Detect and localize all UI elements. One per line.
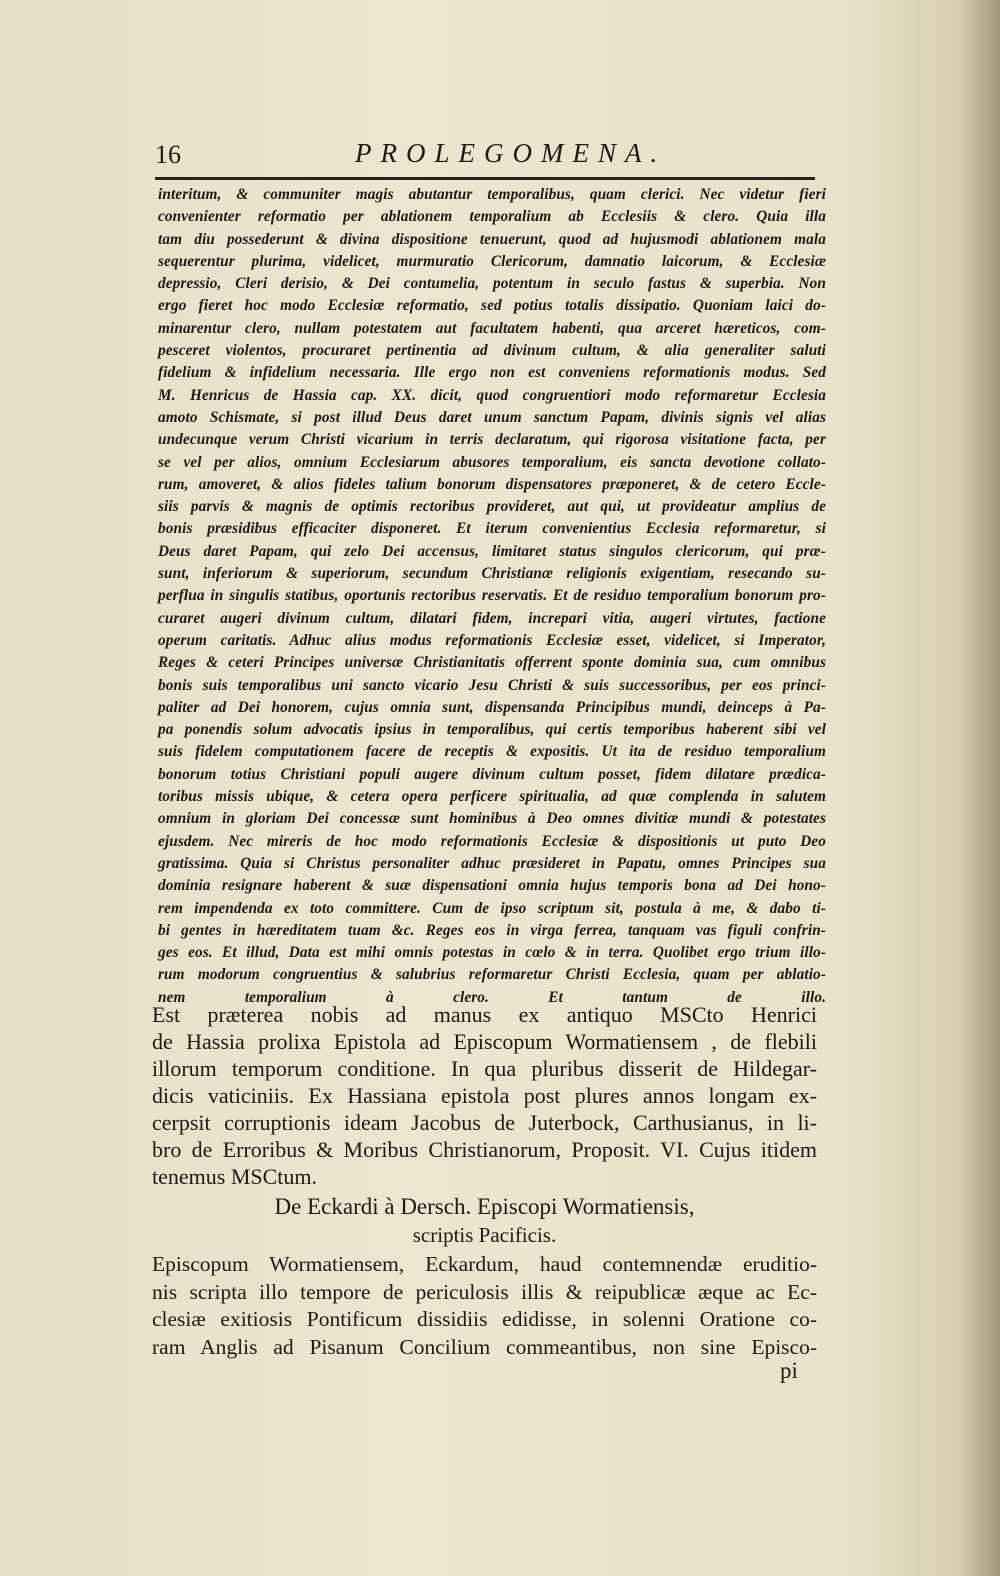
page-number: 16 (155, 140, 181, 169)
running-title: PROLEGOMENA. (355, 138, 667, 168)
text-line: bro de Erroribus & Moribus Christianorum, Proposit. VI. Cujus itidem (152, 1137, 817, 1162)
text-line: ergo fieret hoc modo Ecclesiæ reformatio, sed potius totalis dissipatio. Quoniam laici do- (158, 297, 826, 315)
text-line: bi gentes in hæreditatem tuam &c. Reges eos in virga ferrea, tanquam vas figuli confrin- (158, 921, 826, 939)
text-line: nem temporalium à clero. Et tantum de illo. (158, 988, 826, 1006)
text-line: Episcopum Wormatiensem, Eckardum, haud contemnendæ eruditio- (152, 1252, 817, 1276)
section-heading-line-2: scriptis Pacificis. (412, 1223, 557, 1247)
text-line: M. Henricus de Hassia cap. XX. dicit, quod congruentiori modo reformaretur Ecclesia (158, 386, 826, 404)
text-line: convenienter reformatio per ablationem temporalium ab Ecclesiis & clero. Quia illa (158, 208, 826, 226)
text-line: pa ponendis solum advocatis ipsius in temporalibus, qui certis temporibus haberent sibi vel (158, 721, 826, 739)
section-heading-line-1: De Eckardi à Dersch. Episcopi Wormatiensis, (274, 1194, 695, 1219)
text-line: ram Anglis ad Pisanum Concilium commeantibus, non sine Episco- (152, 1334, 817, 1359)
text-line: omnium in gloriam Dei concessæ sunt hominibus à Deo omnes divitiæ mundi & potestates (158, 810, 826, 828)
text-line: minarentur clero, nullam potestatem aut facultatem habenti, qua arceret hæreticos, com- (158, 319, 826, 337)
text-line: fidelium & infidelium necessaria. Ille ergo non est conveniens reformationis modus. Sed (158, 364, 826, 382)
text-line: operum caritatis. Adhuc alius modus reformationis Ecclesiæ esset, videlicet, si Imperator, (158, 631, 826, 649)
text-line: toribus missis ubique, & cetera opera perficere spiritualia, ad quæ complenda in salutem (158, 788, 826, 806)
catchword: pi (780, 1358, 798, 1383)
text-line: illorum temporum conditione. In qua pluribus disserit de Hildegar- (152, 1056, 817, 1081)
text-line: Est præterea nobis ad manus ex antiquo MSCto Henrici (152, 1002, 817, 1027)
text-line: siis parvis & magnis de optimis rectoribus provideret, aut qui, ut provideatur amplius de (158, 498, 826, 516)
text-line: suis fidelem computationem facere de receptis & expositis. Ut ita de residuo temporalium (158, 743, 826, 761)
text-line: sequerentur plurima, videlicet, murmuratio Clericorum, damnatio laicorum, & Ecclesiæ (158, 252, 826, 270)
text-line: curaret augeri divinum cultum, dilatari fidem, increpari vitia, augeri virtutes, factione (158, 609, 826, 627)
roman-paragraph (152, 1001, 817, 1190)
text-line: rum modorum congruentius & salubrius reformaretur Christi Ecclesia, quam per ablatio- (158, 966, 826, 984)
text-line: de Hassia prolixa Epistola ad Episcopum Wormatiensem , de flebili (152, 1029, 817, 1054)
text-line: Reges & ceteri Principes universæ Christianitatis offerrent sponte dominia sua, cum omnibus (158, 654, 826, 672)
text-line: rum, amoveret, & alios fideles talium bonorum dispensatores præponeret, & de cetero Eccle- (158, 475, 826, 493)
header-rule (155, 177, 815, 180)
page-header (155, 136, 815, 176)
text-line: bonis suis temporalibus uni sancto vicario Jesu Christi & suis successoribus, per eos princi- (158, 676, 826, 694)
text-line: bonis præsidibus efficaciter disponeret. Et iterum convenientius Ecclesia reformaretur, si (158, 520, 826, 538)
page-edge-shadow (960, 0, 1000, 1576)
text-line: ejusdem. Nec mireris de hoc modo reformationis Ecclesiæ & dispositionis ut puto Deo (158, 832, 826, 850)
text-line: clesiæ exitiosis Pontificum dissidiis edidisse, in solenni Oratione co- (152, 1307, 817, 1331)
text-line: undecunque verum Christi vicarium in terris declaratum, qui rigorosa visitatione facta, per (158, 431, 826, 449)
text-line: ges eos. Et illud, Data est mihi omnis potestas in cœlo & in terra. Quolibet ergo trium illo- (158, 944, 826, 962)
text-line: bonorum totius Christiani populi augere divinum cultum posset, fidem dilatare prædica- (158, 765, 826, 783)
text-line: gratissima. Quia si Christus personaliter adhuc præsideret in Papatu, omnes Principes sua (158, 854, 826, 872)
text-line: cerpsit corruptionis ideam Jacobus de Juterbock, Carthusianus, in li- (152, 1110, 817, 1135)
italic-quotation-block (158, 184, 826, 1009)
text-line: amoto Schismate, si post illud Deus daret unum sanctum Papam, divinis signis vel alias (158, 408, 826, 426)
text-line: tenemus MSCtum. (152, 1164, 318, 1189)
section-heading (152, 1193, 817, 1249)
text-line: rem impendenda ex toto committere. Cum de ipso scriptum sit, postula à me, & dabo ti- (158, 899, 826, 917)
text-line: se vel per alios, omnium Ecclesiarum abusores temporalium, eis sancta devotione collato- (158, 453, 826, 471)
text-line: nis scripta illo tempore de periculosis illis & reipublicæ æque ac Ec- (152, 1279, 817, 1304)
text-line: dominia resignare haberent & suæ dispensationi omnia hujus temporis bona ad Dei hono- (158, 877, 826, 895)
text-line: interitum, & communiter magis abutantur temporalibus, quam clerici. Nec videtur fieri (158, 186, 826, 203)
text-line: sunt, inferiorum & superiorum, secundum Christianæ religionis exigentiam, resecando su- (158, 565, 826, 583)
text-line: perflua in singulis statibus, oportunis rectoribus reservatis. Et de residuo temporalium bonorum pro- (158, 587, 826, 605)
section-paragraph (152, 1251, 817, 1361)
text-line: pesceret violentos, procuraret pertinentia ad divinum cultum, & alia generaliter saluti (158, 342, 826, 360)
text-line: tam diu possederunt & divina dispositione tenuerunt, quod ad hujusmodi ablationem mala (158, 230, 826, 248)
text-line: paliter ad Dei honorem, cujus omnia sunt, dispensanda Principibus mundi, deinceps à Pa- (158, 698, 826, 716)
text-line: dicis vaticiniis. Ex Hassiana epistola post plures annos longam ex- (152, 1083, 817, 1108)
text-line: Deus daret Papam, qui zelo Dei accensus, limitaret status singulos clericorum, qui præ- (158, 542, 826, 560)
text-line: depressio, Cleri derisio, & Dei contumelia, potentum in seculo fastus & superbia. Non (158, 275, 826, 293)
